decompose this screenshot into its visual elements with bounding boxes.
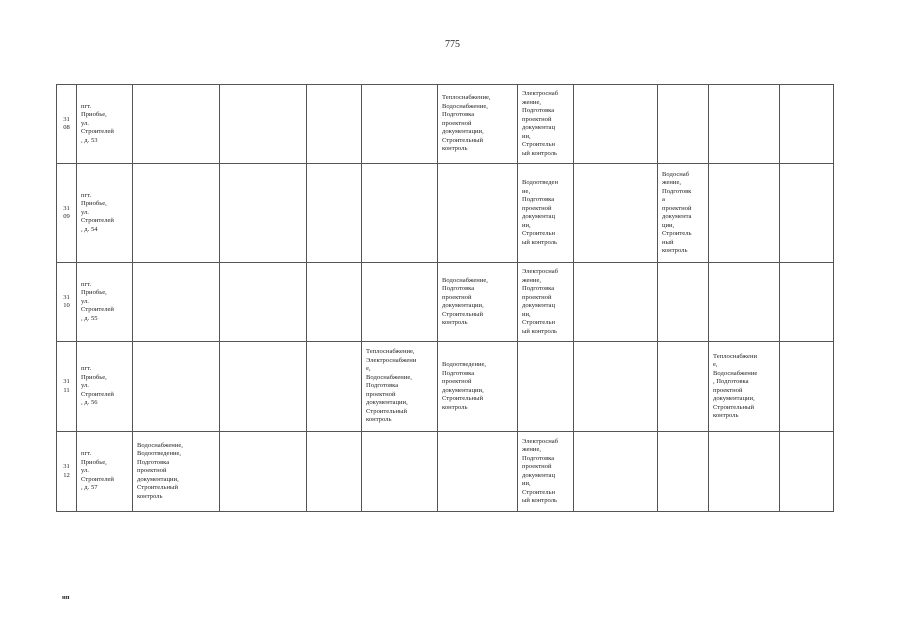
cell-col-3 <box>133 164 220 263</box>
cell-col-7 <box>438 263 518 342</box>
cell-col-8 <box>518 263 574 342</box>
cell-text: Водоотведение, Подготовка проектной документации, Строительный контроль <box>442 361 487 411</box>
cell-col-7 <box>438 432 518 512</box>
cell-col-12 <box>780 263 834 342</box>
cell-col-8 <box>518 432 574 512</box>
cell-text: пгт. Приобье, ул. Строителей , д. 55 <box>81 280 114 322</box>
cell-col-5 <box>307 164 362 263</box>
cell-col-8 <box>518 85 574 164</box>
cell-col-6 <box>362 342 438 432</box>
cell-col-9 <box>574 432 658 512</box>
cell-col-10 <box>658 263 709 342</box>
cell-col-4 <box>220 342 307 432</box>
cell-row-number <box>57 342 77 432</box>
cell-address <box>77 342 133 432</box>
cell-col-10 <box>658 432 709 512</box>
cell-text: пгт. Приобье, ул. Строителей , д. 53 <box>81 102 114 144</box>
cell-col-5 <box>307 85 362 164</box>
cell-col-9 <box>574 164 658 263</box>
cell-col-6 <box>362 164 438 263</box>
cell-col-11 <box>709 164 780 263</box>
cell-col-8 <box>518 164 574 263</box>
cell-text: Теплоснабжени е, Водоснабжение , Подготовка проектной документации, Строительный контроль <box>713 352 758 419</box>
cell-text: Электроснаб жение, Подготовка проектной документац ии, Строительн ый контроль <box>522 437 559 504</box>
cell-text: Теплоснабжение, Водоснабжение, Подготовка проектной документации, Строительный контроль <box>442 94 491 153</box>
cell-col-3 <box>133 432 220 512</box>
cell-col-4 <box>220 85 307 164</box>
cell-text: 31 09 <box>63 204 70 220</box>
cell-col-5 <box>307 342 362 432</box>
cell-row-number <box>57 85 77 164</box>
cell-col-6 <box>362 263 438 342</box>
cell-row-number <box>57 432 77 512</box>
cell-col-5 <box>307 263 362 342</box>
cell-text: 31 11 <box>63 378 70 394</box>
cell-col-11 <box>709 85 780 164</box>
page-number: 775 <box>445 39 460 50</box>
cell-col-3 <box>133 85 220 164</box>
table-row <box>57 85 834 164</box>
cell-col-9 <box>574 342 658 432</box>
table-row <box>57 342 834 432</box>
cell-text: Электроснаб жение, Подготовка проектной документац ии, Строительн ый контроль <box>522 90 559 157</box>
cell-text: Теплоснабжение, Электроснабжени е, Водоснабжение, Подготовка проектной документации, Строительный контроль <box>366 348 417 424</box>
cell-text: пгт. Приобье, ул. Строителей , д. 57 <box>81 450 114 492</box>
cell-col-9 <box>574 263 658 342</box>
cell-col-10 <box>658 164 709 263</box>
cell-text: Водоснаб жение, Подготовк а проектной документа ции, Строитель ный контроль <box>662 170 692 254</box>
table-row <box>57 263 834 342</box>
cell-col-12 <box>780 164 834 263</box>
table-row <box>57 164 834 263</box>
cell-col-9 <box>574 85 658 164</box>
cell-col-12 <box>780 342 834 432</box>
cell-address <box>77 164 133 263</box>
cell-text: Водоотведен ие, Подготовка проектной документац ии, Строительн ый контроль <box>522 179 558 246</box>
cell-col-8 <box>518 342 574 432</box>
cell-col-4 <box>220 164 307 263</box>
cell-col-11 <box>709 432 780 512</box>
cell-text: Водоснабжение, Водоотведение, Подготовка проектной документации, Строительный контроль <box>137 441 183 500</box>
cell-row-number <box>57 164 77 263</box>
cell-text: 31 08 <box>63 115 70 131</box>
cell-col-7 <box>438 342 518 432</box>
cell-text: 31 10 <box>63 293 70 309</box>
cell-col-7 <box>438 164 518 263</box>
cell-col-3 <box>133 342 220 432</box>
cell-text: пгт. Приобье, ул. Строителей , д. 56 <box>81 365 114 407</box>
cell-col-6 <box>362 432 438 512</box>
cell-col-4 <box>220 263 307 342</box>
cell-address <box>77 85 133 164</box>
cell-text: 31 12 <box>63 463 70 479</box>
cell-col-10 <box>658 85 709 164</box>
cell-text: Электроснаб жение, Подготовка проектной документац ии, Строительн ый контроль <box>522 268 559 335</box>
cell-text: Водоснабжение, Подготовка проектной документации, Строительный контроль <box>442 276 488 326</box>
cell-col-5 <box>307 432 362 512</box>
cell-text: пгт. Приобье, ул. Строителей , д. 54 <box>81 191 114 233</box>
cell-address <box>77 263 133 342</box>
cell-address <box>77 432 133 512</box>
cell-col-4 <box>220 432 307 512</box>
works-table <box>56 84 834 512</box>
cell-col-3 <box>133 263 220 342</box>
cell-col-6 <box>362 85 438 164</box>
cell-col-10 <box>658 342 709 432</box>
footer-mark: нп <box>62 594 70 601</box>
cell-col-12 <box>780 432 834 512</box>
cell-col-11 <box>709 263 780 342</box>
table-row <box>57 432 834 512</box>
cell-row-number <box>57 263 77 342</box>
cell-col-7 <box>438 85 518 164</box>
cell-col-12 <box>780 85 834 164</box>
cell-col-11 <box>709 342 780 432</box>
